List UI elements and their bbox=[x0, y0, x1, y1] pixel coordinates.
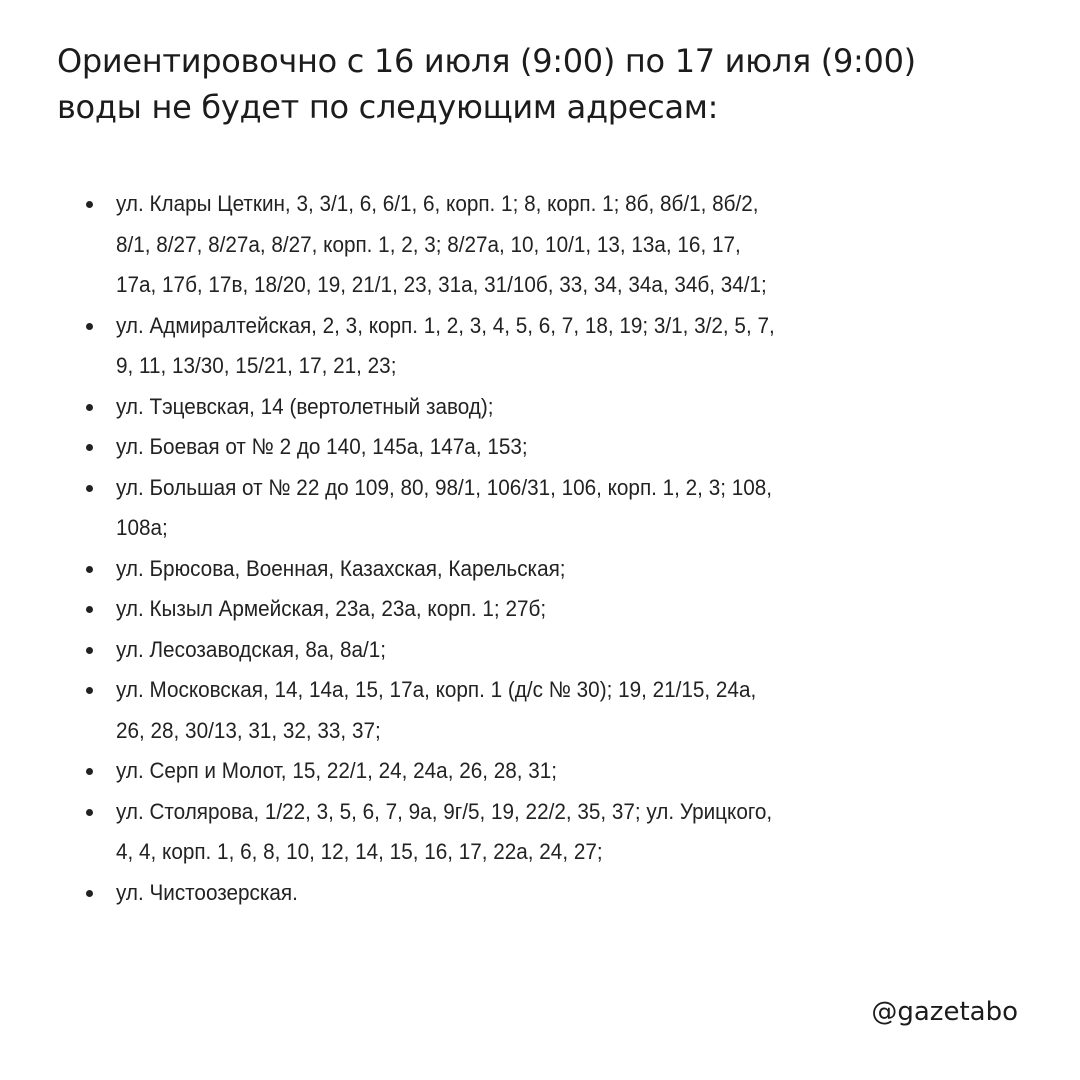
bullet-icon bbox=[86, 687, 93, 694]
list-item bbox=[86, 873, 916, 914]
bullet-icon bbox=[86, 201, 93, 208]
list-item bbox=[86, 751, 916, 792]
bullet-icon bbox=[86, 809, 93, 816]
list-item-line: 9, 11, 13/30, 15/21, 17, 21, 23; bbox=[116, 353, 397, 378]
bullet-icon bbox=[86, 768, 93, 775]
list-item-line: ул. Чистоозерская. bbox=[116, 879, 298, 905]
list-item bbox=[86, 306, 916, 387]
list-item bbox=[86, 792, 916, 873]
bullet-icon bbox=[86, 647, 93, 654]
list-item bbox=[86, 184, 916, 306]
bullet-icon bbox=[86, 890, 93, 897]
list-item bbox=[86, 468, 916, 549]
list-item-line: ул. Брюсова, Военная, Казахская, Карельская; bbox=[116, 555, 566, 581]
list-item-line: 108а; bbox=[116, 515, 168, 540]
bullet-icon bbox=[86, 323, 93, 330]
page-title bbox=[57, 38, 1037, 130]
bullet-icon bbox=[86, 566, 93, 573]
list-item-line: ул. Серп и Молот, 15, 22/1, 24, 24а, 26, 28, 31; bbox=[116, 758, 558, 783]
list-item-line: ул. Большая от № 22 до 109, 80, 98/1, 106/31, 106, корп. 1, 2, 3; 108, bbox=[116, 474, 773, 500]
list-item bbox=[86, 589, 916, 630]
list-item-line: ул. Тэцевская, 14 (вертолетный завод); bbox=[116, 393, 494, 419]
bullet-icon bbox=[86, 444, 93, 451]
list-item-line: ул. Боевая от № 2 до 140, 145а, 147а, 153; bbox=[116, 434, 528, 459]
list-item-line: ул. Лесозаводская, 8а, 8а/1; bbox=[116, 636, 386, 662]
list-item bbox=[86, 427, 916, 468]
list-item-line: 26, 28, 30/13, 31, 32, 33, 37; bbox=[116, 717, 381, 743]
watermark-handle: @gazetabo bbox=[871, 997, 1018, 1027]
list-item-line: ул. Московская, 14, 14а, 15, 17а, корп. 1 (д/с № 30); 19, 21/15, 24а, bbox=[116, 677, 757, 702]
bullet-icon bbox=[86, 485, 93, 492]
list-item-line: 17а, 17б, 17в, 18/20, 19, 21/1, 23, 31а, 31/10б, 33, 34, 34а, 34б, 34/1; bbox=[116, 272, 767, 297]
title-line-1: Ориентировочно с 16 июля (9:00) по 17 июля (9:00) bbox=[57, 42, 916, 80]
list-item-line: 8/1, 8/27, 8/27а, 8/27, корп. 1, 2, 3; 8/27а, 10, 10/1, 13, 13а, 16, 17, bbox=[116, 231, 741, 257]
list-item-line: 4, 4, корп. 1, 6, 8, 10, 12, 14, 15, 16, 17, 22а, 24, 27; bbox=[116, 839, 603, 864]
list-item-line: ул. Столярова, 1/22, 3, 5, 6, 7, 9а, 9г/5, 19, 22/2, 35, 37; ул. Урицкого, bbox=[116, 798, 773, 824]
list-item bbox=[86, 630, 916, 671]
title-line-2: воды не будет по следующим адресам: bbox=[57, 88, 719, 126]
list-item-line: ул. Кызыл Армейская, 23а, 23а, корп. 1; 27б; bbox=[116, 596, 547, 621]
list-item-line: ул. Клары Цеткин, 3, 3/1, 6, 6/1, 6, корп. 1; 8, корп. 1; 8б, 8б/1, 8б/2, bbox=[116, 191, 759, 216]
address-list bbox=[86, 184, 916, 913]
list-item bbox=[86, 670, 916, 751]
bullet-icon bbox=[86, 606, 93, 613]
list-item-line: ул. Адмиралтейская, 2, 3, корп. 1, 2, 3, 4, 5, 6, 7, 18, 19; 3/1, 3/2, 5, 7, bbox=[116, 312, 775, 338]
bullet-icon bbox=[86, 404, 93, 411]
list-item bbox=[86, 549, 916, 590]
list-item bbox=[86, 387, 916, 428]
